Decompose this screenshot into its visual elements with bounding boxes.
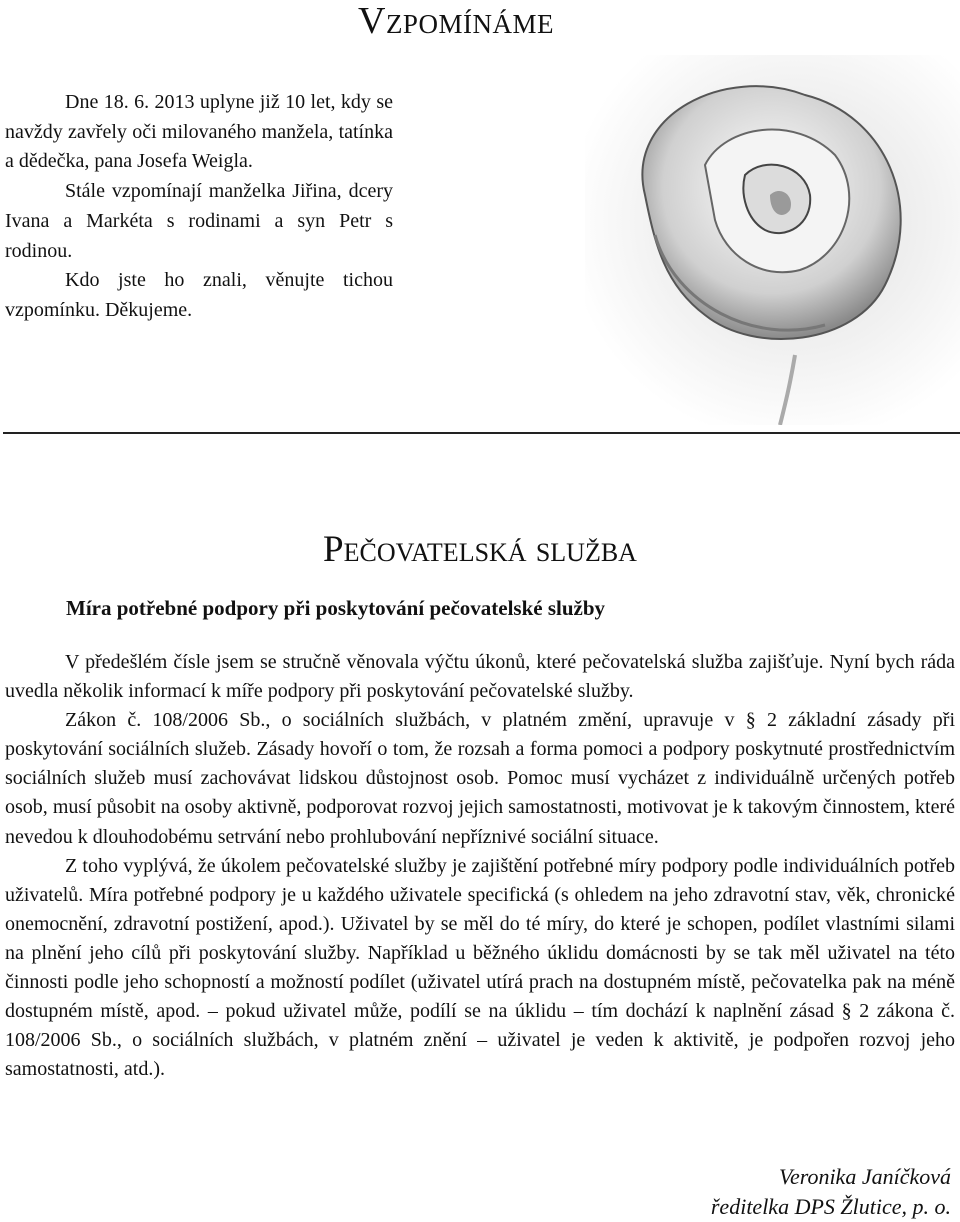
signature-name: Veronika Janíčková xyxy=(778,1164,951,1189)
memorial-paragraph: Kdo jste ho znali, věnujte tichou vzpomínku. Děkujeme. xyxy=(5,269,393,321)
article-body xyxy=(5,648,955,1084)
article-paragraph: V předešlém čísle jsem se stručně věnovala výčtu úkonů, které pečovatelská služba zajišťuje. Nyní bych ráda uvedla několik informací k míře podpory při poskytování pečovatelské služby. xyxy=(5,651,955,703)
memorial-heading: Vzpomínáme xyxy=(358,0,554,42)
article-paragraph: Z toho vyplývá, že úkolem pečovatelské služby je zajištění potřebné míry podpory podle individuálních potřeb uživatelů. Míra potřebné podpory je u každého uživatele specifická (s ohledem na jeho zdravotní stav, věk, chronické onemocnění, zdravotní postižení, apod.). Uživatel by se měl do té míry, do které je schopen, podílet vlastními silami na plnění jeho cílů při poskytování služby. Například u běžného úklidu domácnosti by se tak měl uživatel na této činnosti podle jeho schopností a možností podílet (uživatel utírá prach na dostupném místě, pečovatelka pak na méně dostupném místě, apod. – pokud uživatel může, podílí se na úklidu – tím dochází k naplnění zásad § 2 zákona č. 108/2006 Sb., o sociálních službách, v platném znění – uživatel je veden k aktivitě, je podpořen rozvoj jeho samostatnosti, atd.). xyxy=(5,854,955,1081)
memorial-paragraph: Stále vzpomínají manželka Jiřina, dcery Ivana a Markéta s rodinami a syn Petr s rodinou. xyxy=(5,180,393,262)
article-subtitle: Míra potřebné podpory při poskytování pečovatelské služby xyxy=(66,596,606,620)
article-heading: Pečovatelská služba xyxy=(323,529,637,570)
memorial-paragraph: Dne 18. 6. 2013 uplyne již 10 let, kdy se navždy zavřely oči milovaného manžela, tatínka a dědečka, pana Josefa Weigla. xyxy=(5,91,393,173)
rose-photo-icon xyxy=(585,55,960,425)
memorial-notice xyxy=(5,88,393,326)
section-divider xyxy=(3,432,960,434)
article-paragraph: Zákon č. 108/2006 Sb., o sociálních službách, v platném změní, upravuje v § 2 základní zásady při poskytování sociálních služeb. Zásady hovoří o tom, že rozsah a forma pomoci a podpory poskytnuté prostřednictvím sociálních služeb musí zachovávat lidskou důstojnost osob. Pomoc musí vycházet z individuálně určených potřeb osob, musí působit na osoby aktivně, podporovat rozvoj jejich samostatnosti, motivovat je k takovým činnostem, které nevedou k dlouhodobému setrvání nebo prohlubování nepříznivé sociální situace. xyxy=(5,709,955,848)
signature-role: ředitelka DPS Žlutice, p. o. xyxy=(710,1194,951,1219)
signature xyxy=(711,1162,951,1222)
